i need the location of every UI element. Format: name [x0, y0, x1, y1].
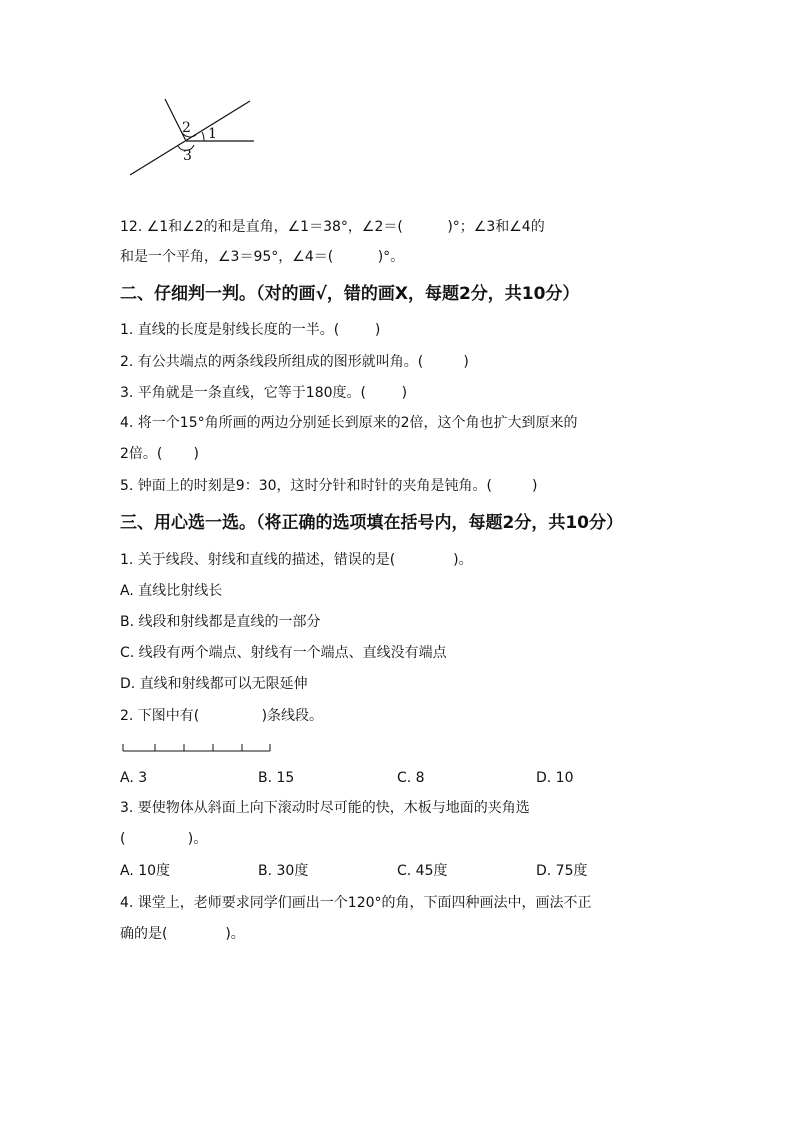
q12-line2: 和是一个平角，∠3＝95°，∠4＝( )°。	[120, 249, 405, 265]
s3-q2-option-d: D. 10	[536, 770, 574, 786]
angle-1-arc	[202, 132, 204, 141]
s3-q1-option-a: A. 直线比射线长	[120, 583, 223, 599]
s3-q3-option-c: C. 45度	[397, 863, 448, 879]
angle-figure	[120, 95, 270, 180]
angle-label-1: 1	[208, 126, 217, 142]
section2-heading: 二、仔细判一判。（对的画√，错的画X，每题2分，共10分）	[120, 284, 580, 304]
s2-item-2: 2. 有公共端点的两条线段所组成的图形就叫角。( )	[120, 354, 469, 370]
s2-item-1: 1. 直线的长度是射线长度的一半。( )	[120, 322, 381, 338]
s3-q1-option-d: D. 直线和射线都可以无限延伸	[120, 676, 308, 692]
s3-q2-option-a: A. 3	[120, 770, 148, 786]
segment-figure	[120, 740, 275, 754]
section3-heading: 三、用心选一选。（将正确的选项填在括号内，每题2分，共10分）	[120, 513, 623, 533]
s3-q3-option-d: D. 75度	[536, 863, 588, 879]
s3-q1-stem: 1. 关于线段、射线和直线的描述，错误的是( )。	[120, 552, 473, 568]
s3-q2-option-c: C. 8	[397, 770, 425, 786]
s3-q3-option-a: A. 10度	[120, 863, 171, 879]
s3-q3-option-b: B. 30度	[258, 863, 309, 879]
s3-q3-stem: 3. 要使物体从斜面上向下滚动时尽可能的快，木板与地面的夹角选	[120, 800, 530, 816]
s3-q3-stem-cont: ( )。	[120, 831, 208, 847]
s2-item-3: 3. 平角就是一条直线，它等于180度。( )	[120, 385, 408, 401]
s3-q1-option-b: B. 线段和射线都是直线的一部分	[120, 614, 321, 630]
s3-q4-stem: 4. 课堂上，老师要求同学们画出一个120°的角，下面四种画法中，画法不正	[120, 895, 592, 911]
s2-item-4-cont: 2倍。( )	[120, 446, 199, 462]
s3-q4-stem-cont: 确的是( )。	[120, 926, 245, 942]
s2-item-4: 4. 将一个15°角所画的两边分别延长到原来的2倍，这个角也扩大到原来的	[120, 415, 578, 431]
angle-label-3: 3	[183, 148, 192, 164]
s2-item-5: 5. 钟面上的时刻是9：30，这时分针和时针的夹角是钝角。( )	[120, 478, 538, 494]
q12-line1: 12. ∠1和∠2的和是直角，∠1＝38°，∠2＝( )°；∠3和∠4的	[120, 219, 545, 235]
angle-label-2: 2	[182, 120, 191, 136]
s3-q1-option-c: C. 线段有两个端点、射线有一个端点、直线没有端点	[120, 645, 447, 661]
s3-q2-stem: 2. 下图中有( )条线段。	[120, 708, 324, 724]
s3-q2-option-b: B. 15	[258, 770, 295, 786]
